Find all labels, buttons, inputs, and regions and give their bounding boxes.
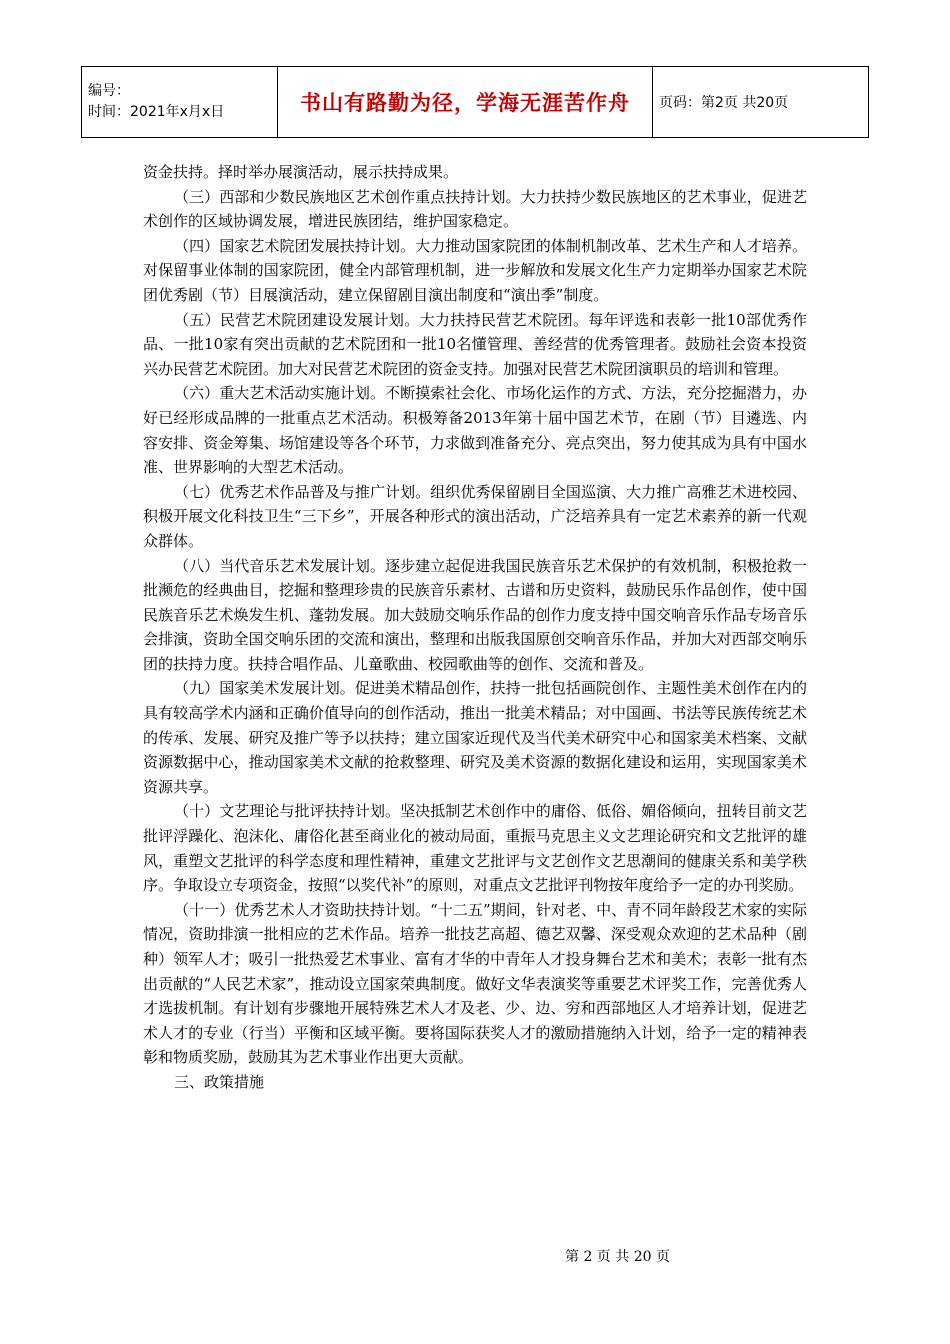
page-footer: 第 2 页 共 20 页 — [565, 1249, 670, 1265]
document-time-label: 时间：2021年x月x日 — [88, 104, 225, 120]
paragraph-plan-8: （八）当代音乐艺术发展计划。逐步建立起促进我国民族音乐艺术保护的有效机制，积极抢救一批濒危的经典曲目，挖掘和整理珍贵的民族音乐素材、古谱和历史资料，鼓励民乐作品创作，使中国民族音乐艺术焕发生机、蓬勃发展。加大鼓励交响乐作品的创作力度支持中国交响音乐作品专场音乐会排演，资助全国交响乐团的交流和演出，整理和出版我国原创交响音乐作品，并加大对西部交响乐团的扶持力度。扶持合唱作品、儿童歌曲、校园歌曲等的创作、交流和普及。 — [143, 556, 807, 673]
paragraph-plan-10: （十）文艺理论与批评扶持计划。坚决抵制艺术创作中的庸俗、低俗、媚俗倾向，扭转目前文艺批评浮躁化、泡沫化、庸俗化甚至商业化的被动局面，重振马克思主义文艺理论研究和文艺批评的雄风，重塑文艺批评的科学态度和理性精神，重建文艺批评与文艺创作文艺思潮间的健康关系和美学秩序。争取设立专项资金，按照“以奖代补”的原则，对重点文艺批评刊物按年度给予一定的办刊奖励。 — [143, 802, 807, 895]
paragraph-plan-5: （五）民营艺术院团建设发展计划。大力扶持民营艺术院团。每年评选和表彰一批10部优秀作品、一批10家有突出贡献的艺术院团和一批10名懂管理、善经营的优秀管理者。鼓励社会资本投资兴办民营艺术院团。加大对民营艺术院团的资金支持。加强对民营艺术院团演职员的培训和管理。 — [143, 310, 807, 378]
paragraph-plan-11: （十一）优秀艺术人才资助扶持计划。“十二五”期间，针对老、中、青不同年龄段艺术家的实际情况，资助排演一批相应的艺术作品。培养一批技艺高超、德艺双馨、深受观众欢迎的艺术品种（剧种）领军人才；吸引一批热爱艺术事业、富有才华的中青年人才投身舞台艺术和美术；表彰一批有杰出贡献的“人民艺术家”，推动设立国家荣典制度。做好文华表演奖等重要艺术评奖工作，完善优秀人才选拔机制。有计划有步骤地开展特殊艺术人才及老、少、边、穷和西部地区人才培养计划，促进艺术人才的专业（行当）平衡和区域平衡。要将国际获奖人才的激励措施纳入计划，给予一定的精神表彰和物质奖励，鼓励其为艺术事业作出更大贡献。 — [143, 900, 807, 1067]
paragraph-plan-4: （四）国家艺术院团发展扶持计划。大力推动国家院团的体制机制改革、艺术生产和人才培养。对保留事业体制的国家院团，健全内部管理机制，进一步解放和发展文化生产力定期举办国家艺术院团优秀剧（节）目展演活动，建立保留剧目演出制度和“演出季”制度。 — [143, 236, 807, 304]
paragraph-plan-3: （三）西部和少数民族地区艺术创作重点扶持计划。大力扶持少数民族地区的艺术事业，促进艺术创作的区域协调发展，增进民族团结，维护国家稳定。 — [143, 187, 807, 231]
header-meta-cell — [82, 67, 278, 138]
paragraph-continuation: 资金扶持。择时举办展演活动，展示扶持成果。 — [143, 163, 459, 181]
paragraph-plan-7: （七）优秀艺术作品普及与推广计划。组织优秀保留剧目全国巡演、大力推广高雅艺术进校园、积极开展文化科技卫生“三下乡”，开展各种形式的演出活动，广泛培养具有一定艺术素养的新一代观众群体。 — [143, 482, 807, 550]
document-body — [143, 160, 807, 1095]
document-number-label: 编号： — [88, 83, 130, 99]
paragraph-plan-6: （六）重大艺术活动实施计划。不断摸索社会化、市场化运作的方式、方法，充分挖掘潜力，办好已经形成品牌的一批重点艺术活动。积极筹备2013年第十届中国艺术节，在剧（节）目遴选、内容安排、资金筹集、场馆建设等各个环节，力求做到准备充分、亮点突出，努力使其成为具有中国水准、世界影响的大型艺术活动。 — [143, 384, 807, 477]
page-header — [81, 66, 869, 138]
header-motto: 书山有路勤为径，学海无涯苦作舟 — [278, 67, 653, 138]
header-table — [81, 66, 869, 138]
paragraph-plan-9: （九）国家美术发展计划。促进美术精品创作，扶持一批包括画院创作、主题性美术创作在内的具有较高学术内涵和正确价值导向的创作活动，推出一批美术精品；对中国画、书法等民族传统艺术的传承、发展、研究及推广等予以扶持；建立国家近现代及当代美术研究中心和国家美术档案、文献资源数据中心，推动国家美术文献的抢救整理、研究及美术资源的数据化建设和运用，实现国家美术资源共享。 — [143, 679, 807, 796]
header-page-label: 页码：第2页 共20页 — [653, 67, 869, 138]
section-heading-policy: 三、政策措施 — [174, 1072, 265, 1091]
